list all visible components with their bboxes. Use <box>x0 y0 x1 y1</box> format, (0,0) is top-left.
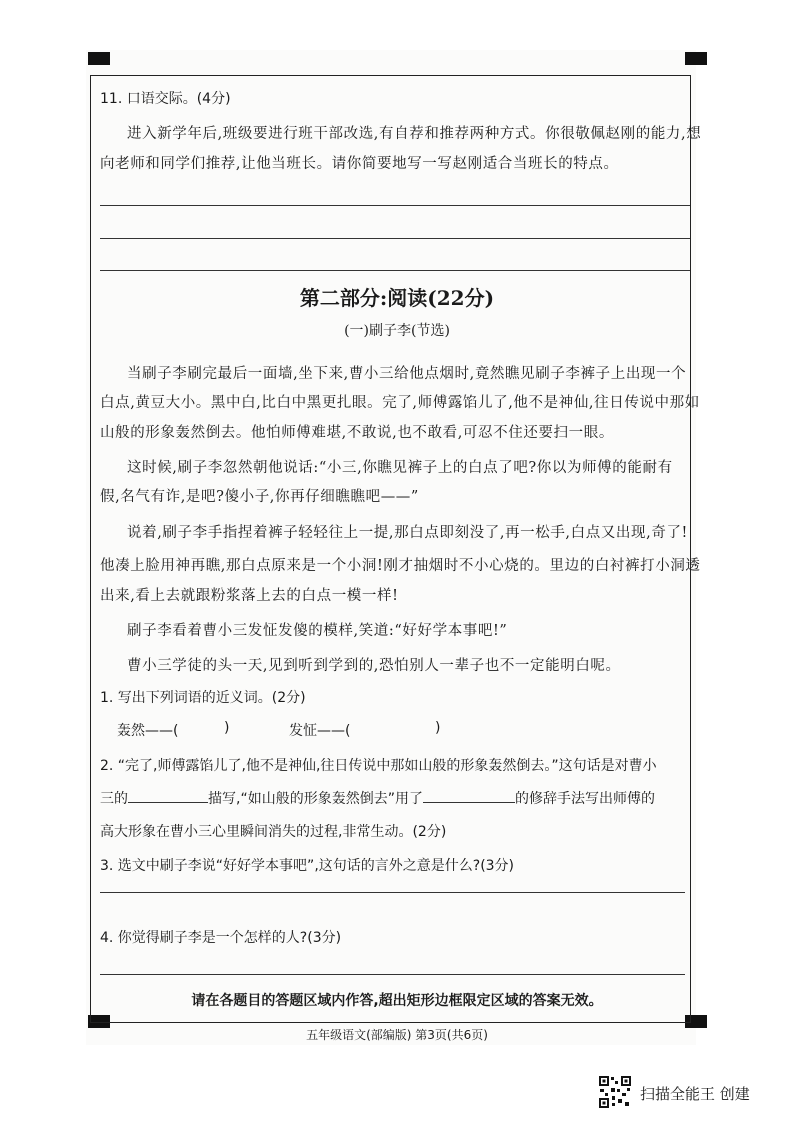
answer-line[interactable] <box>100 205 690 206</box>
q2-blank-1[interactable] <box>128 802 208 803</box>
passage-line: 出来,看上去就跟粉浆落上去的白点一模一样! <box>100 588 399 604</box>
q2-text-c: 的修辞手法写出师傅的 <box>514 791 655 807</box>
passage-line: 说着,刷子李手指捏着裤子轻轻往上一提,那白点即刻没了,再一松手,白点又出现,奇了! <box>127 525 688 541</box>
passage-line: 当刷子李刷完最后一面墙,坐下来,曹小三给他点烟时,竟然瞧见刷子李裤子上出现一个 <box>127 366 687 382</box>
q1-word-b-close: ) <box>435 720 441 736</box>
q1-word-a-close: ) <box>224 720 230 736</box>
q11-text-line1: 进入新学年后,班级要进行班干部改选,有自荐和推荐两种方式。你很敬佩赵刚的能力,想 <box>127 126 702 142</box>
section-title: 第二部分:阅读(22分) <box>299 286 495 310</box>
answer-line[interactable] <box>100 892 685 893</box>
q2-text-a: 三的 <box>100 791 128 807</box>
passage-line: 白点,黄豆大小。黑中白,比白中黑更扎眼。完了,师傅露馅儿了,他不是神仙,往日传说中那如 <box>100 395 700 411</box>
passage-line: 山般的形象轰然倒去。他怕师傅难堪,不敢说,也不敢看,可忍不住还要扫一眼。 <box>100 425 614 441</box>
corner-mark-top-left <box>88 52 110 65</box>
question-1: 1. 写出下列词语的近义词。(2分) <box>100 690 306 706</box>
passage-line: 这时候,刷子李忽然朝他说话:“小三,你瞧见裤子上的白点了吧?你以为师傅的能耐有 <box>127 460 673 476</box>
question-3: 3. 选文中刷子李说“好好学本事吧”,这句话的言外之意是什么?(3分) <box>100 858 515 874</box>
question-4: 4. 你觉得刷子李是一个怎样的人?(3分) <box>100 930 342 946</box>
question-2-line2 <box>100 788 655 808</box>
q11-text-line2: 向老师和同学们推荐,让他当班长。请你简要地写一写赵刚适合当班长的特点。 <box>100 156 619 172</box>
scanner-watermark: 扫描全能王 创建 <box>640 1085 750 1103</box>
answer-line[interactable] <box>100 238 690 239</box>
question-2-line3: 高大形象在曹小三心里瞬间消失的过程,非常生动。(2分) <box>100 824 447 840</box>
answer-line[interactable] <box>100 974 685 975</box>
q2-text-b: 描写,“如山般的形象轰然倒去”用了 <box>208 791 423 807</box>
q1-word-a: 轰然——( <box>117 723 179 739</box>
passage-title: (一)刷子李(节选) <box>344 323 450 339</box>
answer-area-warning: 请在各题目的答题区域内作答,超出矩形边框限定区域的答案无效。 <box>191 993 603 1009</box>
answer-frame <box>90 75 691 1023</box>
q11-label: 11. 口语交际。(4分) <box>100 91 231 107</box>
q2-blank-2[interactable] <box>423 802 515 803</box>
passage-line: 假,名气有诈,是吧?傻小子,你再仔细瞧瞧吧——” <box>100 489 419 505</box>
passage-line: 他凑上脸用神再瞧,那白点原来是一个小洞!刚才抽烟时不小心烧的。里边的白衬裤打小洞透 <box>100 558 701 574</box>
page-footer: 五年级语文(部编版) 第3页(共6页) <box>306 1028 488 1042</box>
qr-code-icon <box>598 1075 632 1109</box>
passage-line: 曹小三学徒的头一天,见到听到学到的,恐怕别人一辈子也不一定能明白呢。 <box>127 658 621 674</box>
question-2-line1: 2. “完了,师傅露馅儿了,他不是神仙,往日传说中那如山般的形象轰然倒去。”这句话是对曹小 <box>100 758 657 774</box>
passage-line: 刷子李看着曹小三发怔发傻的模样,笑道:“好好学本事吧!” <box>127 623 508 639</box>
q1-word-b: 发怔——( <box>289 723 351 739</box>
answer-line[interactable] <box>100 270 690 271</box>
corner-mark-top-right <box>685 52 707 65</box>
